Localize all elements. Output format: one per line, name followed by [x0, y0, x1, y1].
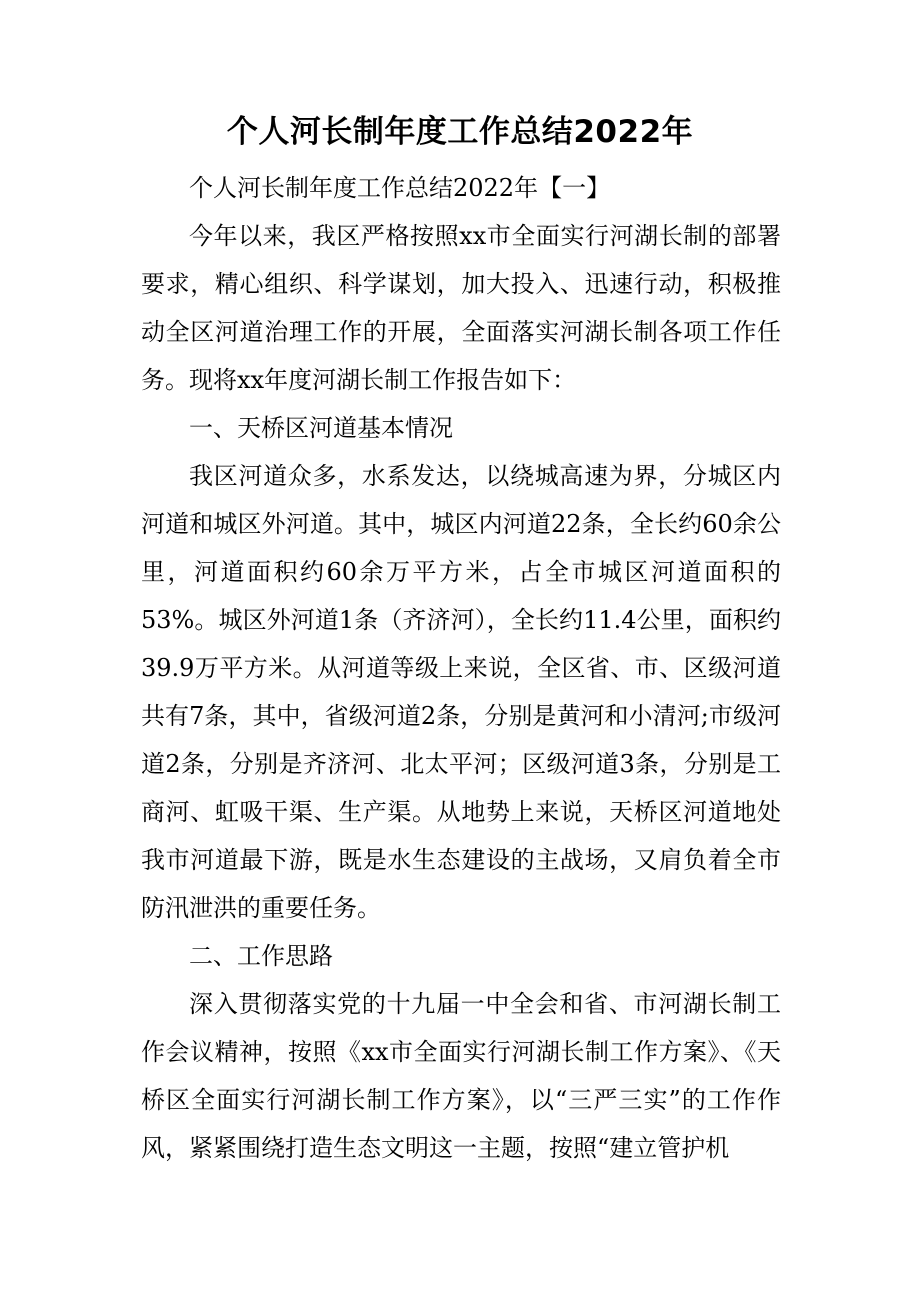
document-body: [141, 164, 781, 1172]
section-heading-2: 二、工作思路: [189, 942, 333, 970]
section-heading-1: 一、天桥区河道基本情况: [189, 414, 453, 442]
paragraph-river-overview: 我区河道众多，水系发达，以绕城高速为界，分城区内河道和城区外河道。其中，城区内河道22条，全长约60余公里，河道面积约60余万平方米，占全市城区河道面积的53%。城区外河道1条（齐济河），全长约11.4公里，面积约39.9万平方米。从河道等级上来说，全区省、市、区级河道共有7条，其中，省级河道2条，分别是黄河和小清河;市级河道2条，分别是齐济河、北太平河；区级河道3条，分别是工商河、虹吸干渠、生产渠。从地势上来说，天桥区河道地处我市河道最下游，既是水生态建设的主战场，又肩负着全市防汛泄洪的重要任务。: [141, 462, 781, 922]
document-title: 个人河长制年度工作总结2022年: [226, 114, 694, 150]
paragraph-work-approach: 深入贯彻落实党的十九届一中全会和省、市河湖长制工作会议精神，按照《xx市全面实行河湖长制工作方案》、《天桥区全面实行河湖长制工作方案》，以“三严三实”的工作作风，紧紧围绕打造生态文明这一主题，按照“建立管护机: [141, 990, 781, 1162]
paragraph-intro: 今年以来，我区严格按照xx市全面实行河湖长制的部署要求，精心组织、科学谋划，加大投入、迅速行动，积极推动全区河道治理工作的开展，全面落实河湖长制各项工作任务。现将xx年度河湖长制工作报告如下：: [141, 222, 781, 394]
paragraph-subtitle: 个人河长制年度工作总结2022年【一】: [189, 174, 611, 202]
